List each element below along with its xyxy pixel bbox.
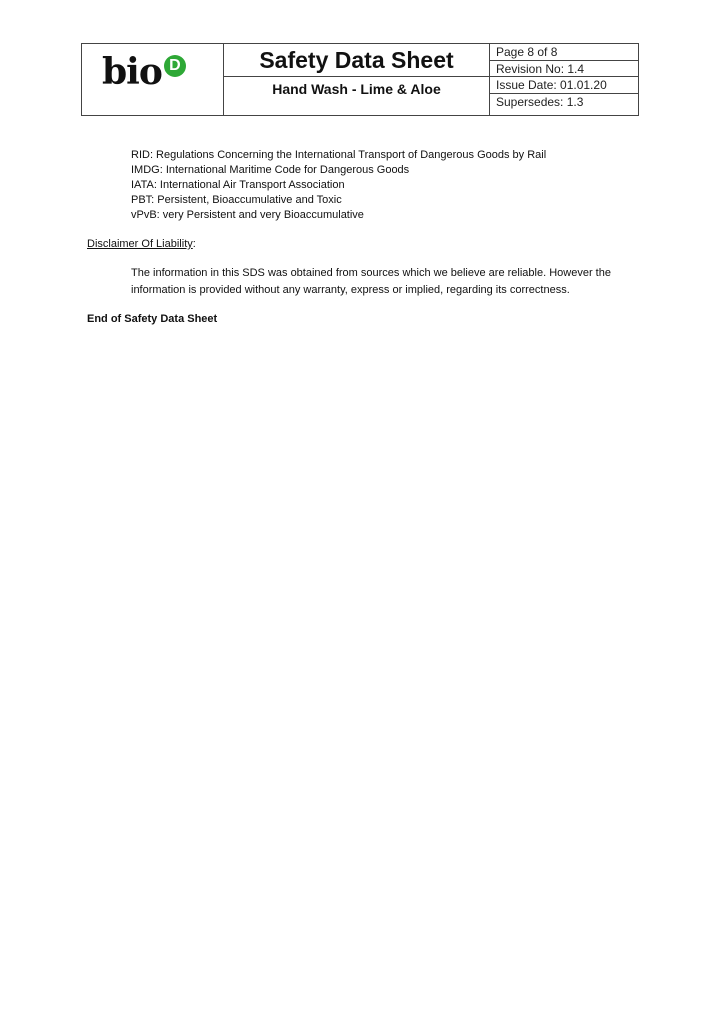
abbreviations-list xyxy=(131,148,546,223)
disclaimer-line: The information in this SDS was obtained from sources which we believe are reliable. However the xyxy=(131,267,611,279)
title-cell xyxy=(224,44,490,77)
logo-cell xyxy=(82,44,224,115)
supersedes: Supersedes: 1.3 xyxy=(496,95,584,109)
disclaimer-heading xyxy=(87,237,196,252)
issue-date: Issue Date: 01.01.20 xyxy=(490,77,638,94)
disclaimer-heading-colon: : xyxy=(192,238,196,250)
document-header xyxy=(81,43,639,116)
abbreviation-rid: RID: Regulations Concerning the International Transport of Dangerous Goods by Rail xyxy=(131,149,547,161)
disclaimer-heading-text: Disclaimer Of Liability xyxy=(87,238,193,250)
abbreviation-iata: IATA: International Air Transport Association xyxy=(131,179,345,191)
disclaimer-line: information is provided without any warranty, express or implied, regarding its correctness. xyxy=(131,284,570,296)
revision-number: Revision No: 1.4 xyxy=(490,61,638,77)
logo-wordmark: bio xyxy=(102,51,162,93)
abbreviation-imdg: IMDG: International Maritime Code for Dangerous Goods xyxy=(131,164,410,176)
disclaimer-body xyxy=(131,265,631,299)
bio-d-logo xyxy=(102,52,186,92)
page-number: Page 8 of 8 xyxy=(490,44,638,61)
abbreviation-vpvb: vPvB: very Persistent and very Bioaccumulative xyxy=(131,209,364,221)
logo-d-badge-icon: D xyxy=(164,55,186,77)
product-cell xyxy=(224,77,490,115)
end-of-sheet-note: End of Safety Data Sheet xyxy=(87,313,218,325)
document-title: Safety Data Sheet xyxy=(259,47,454,73)
product-name: Hand Wash - Lime & Aloe xyxy=(272,81,441,97)
abbreviation-pbt: PBT: Persistent, Bioaccumulative and Toxic xyxy=(131,194,342,206)
